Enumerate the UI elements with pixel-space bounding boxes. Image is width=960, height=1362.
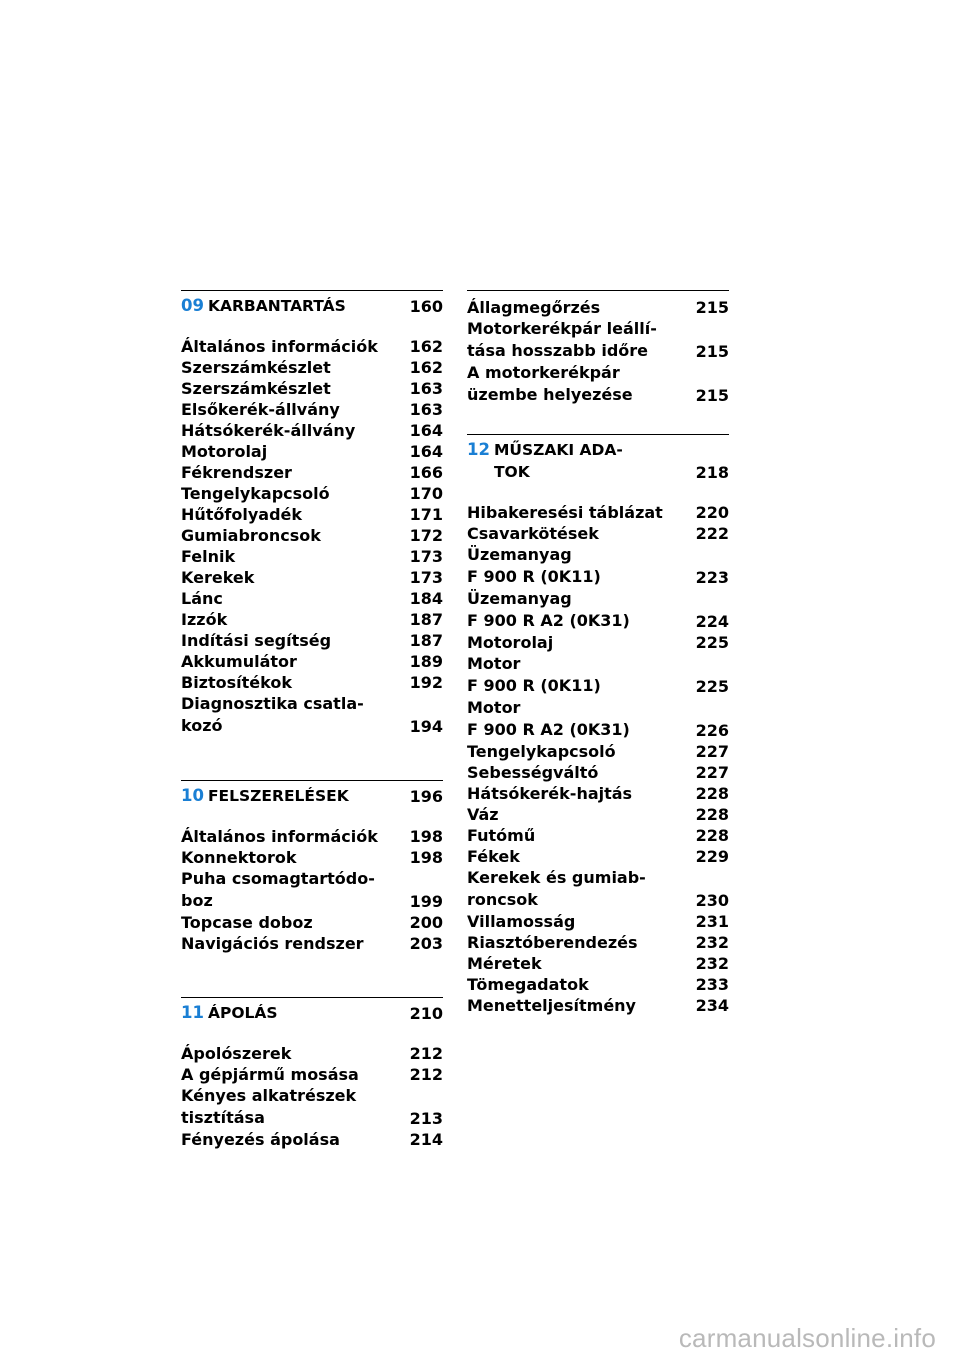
toc-entry-page: 227 (695, 742, 729, 761)
toc-entry-title: Motor F 900 R A2 (0K31) (467, 698, 630, 739)
toc-entry-page: 227 (695, 763, 729, 782)
toc-entry-title: Fékek (467, 847, 520, 866)
toc-entry-list (181, 826, 443, 954)
toc-section (467, 434, 729, 1016)
toc-entry[interactable] (181, 504, 443, 525)
section-divider (467, 290, 729, 291)
toc-entry-title: Topcase doboz (181, 913, 313, 932)
toc-entry-page: 163 (409, 400, 443, 419)
toc-section (181, 997, 443, 1150)
toc-entry-page: 223 (695, 568, 729, 587)
section-heading[interactable] (181, 780, 443, 807)
toc-entry-page: 215 (695, 386, 729, 405)
toc-entry-page: 233 (695, 975, 729, 994)
toc-entry-page: 166 (409, 463, 443, 482)
toc-entry-title: Lánc (181, 589, 223, 608)
toc-entry[interactable] (467, 741, 729, 762)
toc-entry-list (467, 502, 729, 1016)
toc-entry-page: 173 (409, 547, 443, 566)
toc-entry-title: Fékrendszer (181, 463, 292, 482)
toc-entry[interactable] (467, 825, 729, 846)
toc-entry-page: 162 (409, 337, 443, 356)
toc-entry[interactable] (181, 483, 443, 504)
toc-entry-title: Váz (467, 805, 499, 824)
toc-entry-title: Fényezés ápolása (181, 1130, 340, 1149)
toc-entry-page: 212 (409, 1065, 443, 1084)
toc-entry[interactable] (467, 653, 729, 697)
toc-entry-page: 172 (409, 526, 443, 545)
toc-entry[interactable] (181, 378, 443, 399)
toc-entry[interactable] (467, 523, 729, 544)
toc-entry[interactable] (181, 399, 443, 420)
toc-entry-page: 230 (695, 891, 729, 910)
toc-entry-page: 187 (409, 610, 443, 629)
toc-entry[interactable] (181, 933, 443, 954)
toc-entry-title: Motor F 900 R (0K11) (467, 654, 601, 695)
toc-entry-page: 192 (409, 673, 443, 692)
section-number: 12 (467, 440, 490, 459)
toc-entry-page: 228 (695, 826, 729, 845)
toc-entry[interactable] (467, 911, 729, 932)
toc-entry-title: Sebességváltó (467, 763, 599, 782)
toc-entry-page: 220 (695, 503, 729, 522)
toc-entry[interactable] (181, 357, 443, 378)
toc-entry-title: A gépjármű mosása (181, 1065, 359, 1084)
toc-entry[interactable] (467, 804, 729, 825)
toc-entry-title: Izzók (181, 610, 228, 629)
toc-entry-page: 215 (695, 342, 729, 361)
toc-entry-page: 203 (409, 934, 443, 953)
toc-entry[interactable] (181, 462, 443, 483)
toc-entry-title: Diagnosztika csatla- kozó (181, 694, 364, 735)
toc-entry[interactable] (467, 783, 729, 804)
toc-entry[interactable] (467, 697, 729, 741)
toc-entry-title: Kerekek és gumiab- roncsok (467, 868, 646, 909)
toc-entry[interactable] (181, 630, 443, 651)
toc-entry-title: Méretek (467, 954, 542, 973)
toc-entry[interactable] (467, 502, 729, 523)
toc-entry-page: 184 (409, 589, 443, 608)
section-title: FELSZERELÉSEK (207, 787, 349, 805)
toc-entry-title: Villamosság (467, 912, 576, 931)
toc-entry[interactable] (181, 1064, 443, 1085)
toc-entry-page: 226 (695, 721, 729, 740)
toc-entry-list (467, 297, 729, 406)
toc-entry[interactable] (181, 546, 443, 567)
toc-entry[interactable] (181, 588, 443, 609)
toc-entry[interactable] (467, 588, 729, 632)
toc-entry-page: 198 (409, 848, 443, 867)
toc-entry-page: 222 (695, 524, 729, 543)
toc-entry[interactable] (467, 318, 729, 362)
toc-entry-title: Felnik (181, 547, 236, 566)
toc-entry[interactable] (181, 1129, 443, 1150)
toc-entry-page: 232 (695, 954, 729, 973)
toc-entry-page: 173 (409, 568, 443, 587)
toc-entry-title: Üzemanyag F 900 R (0K11) (467, 545, 601, 586)
toc-entry-page: 228 (695, 784, 729, 803)
toc-entry-title: Motorkerékpár leállí- tása hosszabb időre (467, 319, 657, 360)
toc-entry-title: Szerszámkészlet (181, 379, 331, 398)
toc-entry[interactable] (467, 995, 729, 1016)
toc-entry-page: 170 (409, 484, 443, 503)
section-page-number: 218 (695, 463, 729, 482)
toc-entry-title: Hibakeresési táblázat (467, 503, 663, 522)
toc-entry[interactable] (467, 762, 729, 783)
toc-entry[interactable] (181, 609, 443, 630)
toc-entry-title: Hátsókerék-állvány (181, 421, 356, 440)
toc-entry-page: 199 (409, 892, 443, 911)
section-heading[interactable] (467, 434, 729, 483)
toc-entry[interactable] (181, 847, 443, 868)
toc-entry-page: 212 (409, 1044, 443, 1063)
section-title: ÁPOLÁS (207, 1004, 278, 1022)
toc-entry-title: Futómű (467, 826, 536, 845)
toc-entry-page: 228 (695, 805, 729, 824)
toc-entry[interactable] (181, 912, 443, 933)
toc-entry-page: 164 (409, 442, 443, 461)
toc-entry-page: 232 (695, 933, 729, 952)
toc-entry-page: 234 (695, 996, 729, 1015)
section-page-number: 160 (409, 297, 443, 316)
toc-column-left (181, 290, 443, 1193)
section-title: KARBANTARTÁS (207, 297, 346, 315)
toc-section (181, 290, 443, 737)
toc-entry-page: 198 (409, 827, 443, 846)
toc-entry[interactable] (181, 651, 443, 672)
toc-entry-title: A motorkerékpár üzembe helyezése (467, 363, 633, 404)
toc-entry-page: 194 (409, 717, 443, 736)
toc-entry-title: Navigációs rendszer (181, 934, 364, 953)
toc-entry-title: Csavarkötések (467, 524, 599, 543)
toc-entry[interactable] (181, 420, 443, 441)
toc-entry-page: 214 (409, 1130, 443, 1149)
toc-entry[interactable] (467, 974, 729, 995)
section-page-number: 210 (409, 1004, 443, 1023)
toc-entry[interactable] (181, 441, 443, 462)
toc-entry-title: Tömegadatok (467, 975, 589, 994)
toc-entry-page: 225 (695, 633, 729, 652)
toc-entry-page: 187 (409, 631, 443, 650)
toc-entry-title: Tengelykapcsoló (467, 742, 616, 761)
toc-entry-page: 213 (409, 1109, 443, 1128)
toc-entry[interactable] (467, 297, 729, 318)
toc-entry-page: 225 (695, 677, 729, 696)
toc-entry-title: Akkumulátor (181, 652, 297, 671)
toc-entry-page: 229 (695, 847, 729, 866)
toc-entry[interactable] (181, 672, 443, 693)
section-heading[interactable] (181, 997, 443, 1024)
toc-entry-title: Állagmegőrzés (467, 298, 601, 317)
toc-entry[interactable] (467, 932, 729, 953)
toc-entry[interactable] (181, 1085, 443, 1129)
toc-entry-title: Kerekek (181, 568, 255, 587)
toc-entry-title: Üzemanyag F 900 R A2 (0K31) (467, 589, 630, 630)
section-number: 11 (181, 1003, 204, 1022)
toc-entry-page: 189 (409, 652, 443, 671)
toc-entry-title: Elsőkerék-állvány (181, 400, 340, 419)
toc-entry[interactable] (181, 567, 443, 588)
section-number: 09 (181, 296, 204, 315)
toc-entry-title: Általános információk (181, 827, 378, 846)
toc-entry[interactable] (467, 362, 729, 406)
toc-entry-title: Riasztóberendezés (467, 933, 638, 952)
section-title: MŰSZAKI ADA- TOK (493, 441, 623, 481)
section-number: 10 (181, 786, 204, 805)
toc-entry[interactable] (467, 632, 729, 653)
toc-section (181, 780, 443, 954)
toc-entry-page: 171 (409, 505, 443, 524)
toc-entry-title: Tengelykapcsoló (181, 484, 330, 503)
toc-entry-title: Gumiabroncsok (181, 526, 321, 545)
toc-entry[interactable] (467, 867, 729, 911)
toc-entry-title: Biztosítékok (181, 673, 292, 692)
toc-entry-list (181, 336, 443, 737)
section-page-number: 196 (409, 787, 443, 806)
toc-entry-title: Indítási segítség (181, 631, 332, 650)
toc-entry-title: Hűtőfolyadék (181, 505, 303, 524)
toc-entry-title: Szerszámkészlet (181, 358, 331, 377)
toc-entry[interactable] (181, 868, 443, 912)
toc-section (467, 290, 729, 406)
toc-entry-title: Menetteljesítmény (467, 996, 636, 1015)
toc-entry-title: Általános információk (181, 337, 378, 356)
toc-entry[interactable] (181, 693, 443, 737)
toc-entry-title: Konnektorok (181, 848, 297, 867)
toc-entry-page: 215 (695, 298, 729, 317)
toc-entry[interactable] (181, 336, 443, 357)
toc-entry-title: Kényes alkatrészek tisztítása (181, 1086, 357, 1127)
toc-entry-page: 163 (409, 379, 443, 398)
toc-entry-page: 162 (409, 358, 443, 377)
toc-entry[interactable] (467, 953, 729, 974)
toc-entry-title: Puha csomagtartódo- boz (181, 869, 375, 910)
toc-entry-page: 164 (409, 421, 443, 440)
toc-entry-title: Ápolószerek (181, 1044, 292, 1063)
toc-column-right (467, 290, 729, 1059)
toc-entry-page: 224 (695, 612, 729, 631)
toc-entry[interactable] (467, 846, 729, 867)
toc-entry-page: 200 (409, 913, 443, 932)
toc-entry[interactable] (181, 1043, 443, 1064)
toc-entry-title: Hátsókerék-hajtás (467, 784, 633, 803)
toc-entry-list (181, 1043, 443, 1150)
watermark-text: carmanualsonline.info (678, 1323, 936, 1353)
toc-entry[interactable] (181, 525, 443, 546)
toc-entry-title: Motorolaj (181, 442, 268, 461)
section-heading[interactable] (181, 290, 443, 317)
toc-entry-title: Motorolaj (467, 633, 554, 652)
toc-entry[interactable] (181, 826, 443, 847)
toc-entry[interactable] (467, 544, 729, 588)
toc-entry-page: 231 (695, 912, 729, 931)
